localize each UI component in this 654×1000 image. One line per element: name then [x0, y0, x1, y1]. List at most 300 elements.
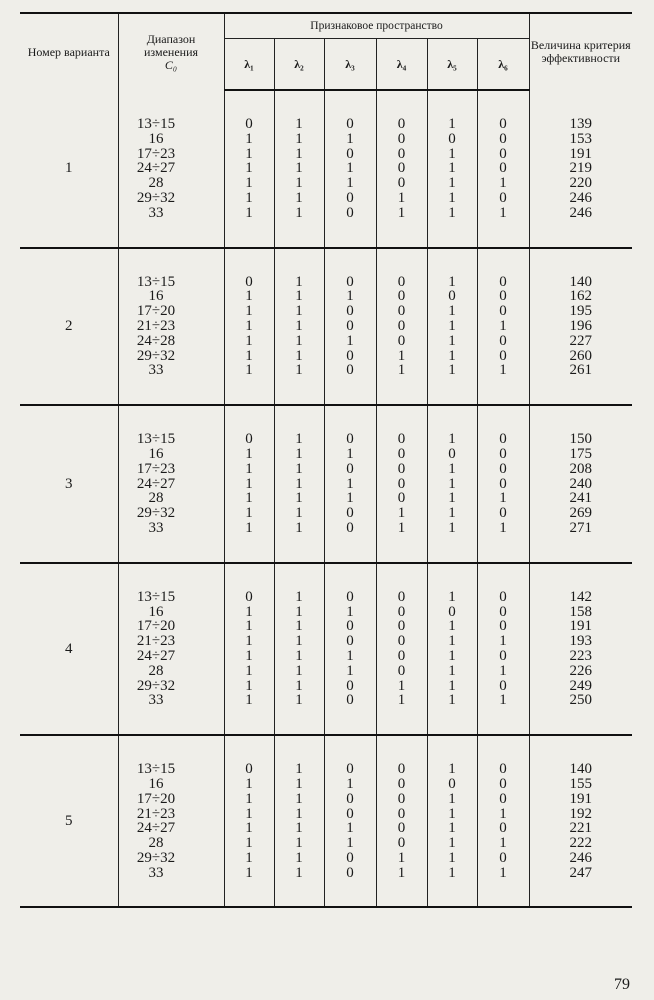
- page-number: 79: [614, 976, 630, 993]
- padding-cell: [324, 708, 376, 735]
- lambda-1-cell: 1: [224, 821, 274, 836]
- range-cell: 13÷15: [118, 762, 224, 777]
- header-criterion: Величина критерия эффективности: [530, 38, 631, 65]
- range-cell: 29÷32: [118, 851, 224, 866]
- lambda-1-cell: 1: [224, 363, 274, 378]
- range-cell: 29÷32: [118, 349, 224, 364]
- padding-cell: [376, 536, 427, 563]
- header-range: [118, 13, 224, 90]
- padding-cell: [529, 735, 632, 762]
- lambda-4-cell: 1: [376, 191, 427, 206]
- range-cell: 28: [118, 491, 224, 506]
- lambda-1-cell: 1: [224, 191, 274, 206]
- range-cell: 21÷23: [118, 634, 224, 649]
- lambda-6-cell: 1: [477, 866, 529, 881]
- lambda-5-cell: 1: [427, 491, 477, 506]
- lambda-2-cell: 1: [274, 432, 324, 447]
- padding-cell: [376, 378, 427, 405]
- header-lambda-1: λ₁: [224, 39, 274, 91]
- results-table-wrapper: [20, 12, 632, 908]
- lambda-4-cell: 0: [376, 491, 427, 506]
- lambda-3-cell: 1: [324, 477, 376, 492]
- lambda-6-cell: 1: [477, 363, 529, 378]
- lambda-3-cell: 0: [324, 506, 376, 521]
- variant-group: [20, 735, 632, 907]
- range-cell: 24÷27: [118, 477, 224, 492]
- lambda-3-cell: 1: [324, 649, 376, 664]
- lambda-6-cell: 0: [477, 821, 529, 836]
- criterion-cell: 261: [569, 362, 593, 379]
- lambda-4-cell: 0: [376, 777, 427, 792]
- lambda-5-cell: 1: [427, 506, 477, 521]
- lambda-3-cell: 1: [324, 132, 376, 147]
- lambda-1-cell: 1: [224, 132, 274, 147]
- lambda-2-cell: 1: [274, 477, 324, 492]
- criterion-cell: 153: [569, 130, 593, 147]
- lambda-2-cell: 1: [274, 176, 324, 191]
- lambda-6-cell: 0: [477, 762, 529, 777]
- lambda-1-cell: 0: [224, 590, 274, 605]
- lambda-3-cell: 0: [324, 634, 376, 649]
- lambda-4-cell: 0: [376, 161, 427, 176]
- lambda-5-cell: 1: [427, 319, 477, 334]
- padding-cell: [477, 248, 529, 275]
- lambda-2-cell: 1: [274, 363, 324, 378]
- padding-cell: [324, 563, 376, 590]
- lambda-2-cell: 1: [274, 289, 324, 304]
- lambda-6-cell: 1: [477, 521, 529, 536]
- lambda-4-cell: 1: [376, 851, 427, 866]
- padding-cell: [324, 378, 376, 405]
- criterion-cell: 150: [569, 431, 593, 448]
- padding-cell: [224, 90, 274, 117]
- lambda-3-cell: 1: [324, 176, 376, 191]
- lambda-6-cell: 1: [477, 807, 529, 822]
- lambda-5-cell: 1: [427, 432, 477, 447]
- lambda-4-cell: 0: [376, 132, 427, 147]
- padding-cell: [324, 536, 376, 563]
- lambda-4-cell: 0: [376, 649, 427, 664]
- padding-cell: [274, 405, 324, 432]
- variant-number: 4: [20, 563, 118, 735]
- lambda-3-cell: 1: [324, 777, 376, 792]
- lambda-1-cell: 1: [224, 851, 274, 866]
- criterion-cell: 139: [569, 116, 593, 132]
- lambda-2-cell: 1: [274, 777, 324, 792]
- lambda-3-cell: 0: [324, 866, 376, 881]
- padding-cell: [118, 708, 224, 735]
- lambda-4-cell: 0: [376, 821, 427, 836]
- lambda-6-cell: 0: [477, 462, 529, 477]
- lambda-1-cell: 0: [224, 762, 274, 777]
- range-cell: 17÷20: [118, 792, 224, 807]
- lambda-1-cell: 1: [224, 649, 274, 664]
- lambda-6-cell: 0: [477, 161, 529, 176]
- lambda-6-cell: 0: [477, 851, 529, 866]
- padding-cell: [477, 221, 529, 248]
- lambda-1-cell: 1: [224, 792, 274, 807]
- lambda-2-cell: 1: [274, 462, 324, 477]
- group-padding-row: [20, 248, 632, 275]
- lambda-4-cell: 0: [376, 462, 427, 477]
- lambda-1-cell: 1: [224, 447, 274, 462]
- lambda-3-cell: 0: [324, 679, 376, 694]
- lambda-1-cell: 1: [224, 679, 274, 694]
- header-feature-space: Признаковое пространство: [224, 13, 529, 39]
- lambda-5-cell: 1: [427, 334, 477, 349]
- padding-cell: [427, 708, 477, 735]
- lambda-5-cell: 1: [427, 762, 477, 777]
- criterion-cell: 226: [569, 662, 593, 679]
- criterion-cell: 241: [569, 490, 593, 507]
- padding-cell: [477, 563, 529, 590]
- lambda-6-cell: 0: [477, 447, 529, 462]
- criterion-cell: 193: [569, 633, 593, 650]
- range-cell: 24÷28: [118, 334, 224, 349]
- lambda-1-cell: 1: [224, 319, 274, 334]
- lambda-1-cell: 1: [224, 349, 274, 364]
- lambda-3-cell: 0: [324, 349, 376, 364]
- padding-cell: [224, 378, 274, 405]
- lambda-2-cell: 1: [274, 664, 324, 679]
- range-cell: 16: [118, 777, 224, 792]
- lambda-6-cell: 0: [477, 679, 529, 694]
- padding-cell: [118, 221, 224, 248]
- criterion-cell: 271: [569, 519, 593, 536]
- lambda-3-cell: 0: [324, 521, 376, 536]
- lambda-5-cell: 1: [427, 462, 477, 477]
- lambda-1-cell: 0: [224, 275, 274, 290]
- lambda-3-cell: 0: [324, 792, 376, 807]
- lambda-6-cell: 0: [477, 777, 529, 792]
- criterion-cell: 196: [569, 317, 593, 334]
- padding-cell: [427, 536, 477, 563]
- criterion-cell: 221: [569, 820, 593, 837]
- lambda-3-cell: 1: [324, 334, 376, 349]
- criterion-cell: 240: [569, 475, 593, 492]
- padding-cell: [324, 248, 376, 275]
- lambda-2-cell: 1: [274, 866, 324, 881]
- padding-cell: [224, 536, 274, 563]
- padding-cell: [324, 735, 376, 762]
- lambda-2-cell: 1: [274, 649, 324, 664]
- header-lambda-6: λ₆: [477, 39, 529, 91]
- lambda-1-cell: 1: [224, 304, 274, 319]
- padding-cell: [477, 708, 529, 735]
- variant-group: [20, 405, 632, 563]
- lambda-6-cell: 1: [477, 206, 529, 221]
- criterion-cell: 155: [569, 775, 593, 792]
- lambda-2-cell: 1: [274, 447, 324, 462]
- criterion-cell: 249: [569, 677, 593, 694]
- range-cell: 33: [118, 363, 224, 378]
- lambda-2-cell: 1: [274, 206, 324, 221]
- lambda-3-cell: 0: [324, 693, 376, 708]
- lambda-2-cell: 1: [274, 319, 324, 334]
- group-padding-row: [20, 405, 632, 432]
- range-cell: 29÷32: [118, 679, 224, 694]
- lambda-2-cell: 1: [274, 275, 324, 290]
- range-cell: 16: [118, 605, 224, 620]
- range-cell: 13÷15: [118, 590, 224, 605]
- results-table: [20, 12, 632, 908]
- lambda-5-cell: 0: [427, 132, 477, 147]
- lambda-5-cell: 1: [427, 836, 477, 851]
- padding-cell: [274, 708, 324, 735]
- criterion-cell: 246: [569, 189, 593, 206]
- lambda-3-cell: 1: [324, 289, 376, 304]
- lambda-4-cell: 0: [376, 176, 427, 191]
- lambda-5-cell: 1: [427, 634, 477, 649]
- lambda-4-cell: 0: [376, 590, 427, 605]
- lambda-5-cell: 1: [427, 619, 477, 634]
- lambda-5-cell: 1: [427, 590, 477, 605]
- padding-cell: [529, 880, 632, 907]
- padding-cell: [274, 248, 324, 275]
- padding-cell: [324, 880, 376, 907]
- lambda-5-cell: 1: [427, 807, 477, 822]
- lambda-3-cell: 1: [324, 605, 376, 620]
- lambda-2-cell: 1: [274, 807, 324, 822]
- padding-cell: [224, 880, 274, 907]
- lambda-3-cell: 0: [324, 363, 376, 378]
- padding-cell: [477, 378, 529, 405]
- lambda-6-cell: 0: [477, 649, 529, 664]
- lambda-5-cell: 1: [427, 649, 477, 664]
- lambda-5-cell: 1: [427, 792, 477, 807]
- padding-cell: [274, 735, 324, 762]
- lambda-5-cell: 1: [427, 866, 477, 881]
- criterion-cell: 192: [569, 805, 593, 822]
- lambda-6-cell: 0: [477, 349, 529, 364]
- padding-cell: [529, 405, 632, 432]
- padding-cell: [477, 536, 529, 563]
- lambda-1-cell: 1: [224, 777, 274, 792]
- lambda-5-cell: 1: [427, 851, 477, 866]
- lambda-5-cell: 1: [427, 679, 477, 694]
- lambda-4-cell: 1: [376, 866, 427, 881]
- lambda-2-cell: 1: [274, 191, 324, 206]
- padding-cell: [477, 405, 529, 432]
- range-cell: 28: [118, 664, 224, 679]
- lambda-4-cell: 1: [376, 521, 427, 536]
- header-lambda-2: λ₂: [274, 39, 324, 91]
- lambda-3-cell: 0: [324, 304, 376, 319]
- criterion-cell: 260: [569, 347, 593, 364]
- padding-cell: [274, 536, 324, 563]
- lambda-6-cell: 0: [477, 147, 529, 162]
- lambda-3-cell: 0: [324, 851, 376, 866]
- lambda-5-cell: 0: [427, 605, 477, 620]
- criterion-cell: 162: [569, 288, 593, 305]
- lambda-3-cell: 0: [324, 807, 376, 822]
- lambda-4-cell: 0: [376, 792, 427, 807]
- range-cell: 29÷32: [118, 191, 224, 206]
- lambda-1-cell: 1: [224, 521, 274, 536]
- lambda-6-cell: 0: [477, 117, 529, 132]
- criterion-cell: 191: [569, 790, 593, 807]
- padding-cell: [224, 735, 274, 762]
- padding-cell: [376, 221, 427, 248]
- padding-cell: [224, 405, 274, 432]
- padding-cell: [274, 221, 324, 248]
- header-variant: Номер варианта: [20, 13, 118, 90]
- range-cell: 21÷23: [118, 319, 224, 334]
- variant-number: 1: [20, 90, 118, 248]
- header-lambda-4: λ₄: [376, 39, 427, 91]
- padding-cell: [529, 536, 632, 563]
- padding-cell: [427, 378, 477, 405]
- lambda-4-cell: 1: [376, 679, 427, 694]
- lambda-4-cell: 0: [376, 304, 427, 319]
- lambda-6-cell: 0: [477, 132, 529, 147]
- lambda-2-cell: 1: [274, 605, 324, 620]
- padding-cell: [118, 248, 224, 275]
- lambda-5-cell: 1: [427, 275, 477, 290]
- lambda-5-cell: 1: [427, 147, 477, 162]
- variant-group: [20, 563, 632, 735]
- padding-cell: [427, 735, 477, 762]
- range-cell: 28: [118, 836, 224, 851]
- range-cell: 29÷32: [118, 506, 224, 521]
- lambda-2-cell: 1: [274, 491, 324, 506]
- lambda-1-cell: 1: [224, 477, 274, 492]
- lambda-4-cell: 0: [376, 319, 427, 334]
- lambda-1-cell: 1: [224, 605, 274, 620]
- lambda-1-cell: 1: [224, 693, 274, 708]
- lambda-1-cell: 1: [224, 807, 274, 822]
- lambda-3-cell: 1: [324, 161, 376, 176]
- lambda-3-cell: 0: [324, 147, 376, 162]
- padding-cell: [376, 735, 427, 762]
- lambda-5-cell: 0: [427, 447, 477, 462]
- padding-cell: [529, 563, 632, 590]
- lambda-3-cell: 0: [324, 275, 376, 290]
- lambda-6-cell: 1: [477, 176, 529, 191]
- padding-cell: [529, 378, 632, 405]
- lambda-5-cell: 1: [427, 191, 477, 206]
- lambda-1-cell: 1: [224, 161, 274, 176]
- lambda-3-cell: 0: [324, 191, 376, 206]
- criterion-cell: 219: [569, 160, 593, 177]
- lambda-4-cell: 0: [376, 477, 427, 492]
- lambda-4-cell: 1: [376, 506, 427, 521]
- criterion-cell: 191: [569, 145, 593, 162]
- lambda-6-cell: 0: [477, 304, 529, 319]
- lambda-5-cell: 1: [427, 821, 477, 836]
- header-lambda-3: λ₃: [324, 39, 376, 91]
- lambda-6-cell: 1: [477, 491, 529, 506]
- lambda-5-cell: 1: [427, 206, 477, 221]
- padding-cell: [427, 563, 477, 590]
- criterion-cell: 250: [569, 692, 593, 709]
- range-cell: 24÷27: [118, 649, 224, 664]
- lambda-3-cell: 1: [324, 821, 376, 836]
- criterion-cell: 247: [569, 864, 593, 881]
- lambda-3-cell: 0: [324, 206, 376, 221]
- lambda-1-cell: 0: [224, 117, 274, 132]
- lambda-4-cell: 0: [376, 634, 427, 649]
- lambda-4-cell: 0: [376, 605, 427, 620]
- range-cell: 33: [118, 866, 224, 881]
- lambda-6-cell: 0: [477, 334, 529, 349]
- lambda-1-cell: 1: [224, 462, 274, 477]
- lambda-4-cell: 0: [376, 117, 427, 132]
- range-cell: 13÷15: [118, 117, 224, 132]
- padding-cell: [427, 90, 477, 117]
- lambda-3-cell: 0: [324, 462, 376, 477]
- criterion-cell: 220: [569, 175, 593, 192]
- padding-cell: [324, 90, 376, 117]
- group-padding-row: [20, 563, 632, 590]
- lambda-6-cell: 1: [477, 319, 529, 334]
- padding-cell: [118, 735, 224, 762]
- lambda-3-cell: 1: [324, 447, 376, 462]
- padding-cell: [529, 708, 632, 735]
- padding-cell: [274, 880, 324, 907]
- range-cell: 13÷15: [118, 432, 224, 447]
- variant-group: [20, 248, 632, 406]
- padding-cell: [427, 880, 477, 907]
- range-cell: 17÷23: [118, 147, 224, 162]
- lambda-6-cell: 0: [477, 590, 529, 605]
- lambda-6-cell: 1: [477, 693, 529, 708]
- padding-cell: [224, 221, 274, 248]
- lambda-5-cell: 0: [427, 289, 477, 304]
- range-cell: 17÷23: [118, 462, 224, 477]
- lambda-1-cell: 1: [224, 147, 274, 162]
- lambda-3-cell: 0: [324, 590, 376, 605]
- padding-cell: [477, 735, 529, 762]
- lambda-2-cell: 1: [274, 762, 324, 777]
- lambda-6-cell: 0: [477, 275, 529, 290]
- padding-cell: [529, 248, 632, 275]
- range-cell: 33: [118, 521, 224, 536]
- lambda-1-cell: 1: [224, 491, 274, 506]
- lambda-6-cell: 1: [477, 634, 529, 649]
- table-header: [20, 13, 632, 90]
- lambda-2-cell: 1: [274, 132, 324, 147]
- range-cell: 16: [118, 132, 224, 147]
- padding-cell: [274, 378, 324, 405]
- padding-cell: [376, 880, 427, 907]
- lambda-2-cell: 1: [274, 334, 324, 349]
- lambda-1-cell: 1: [224, 619, 274, 634]
- lambda-6-cell: 0: [477, 506, 529, 521]
- lambda-4-cell: 0: [376, 447, 427, 462]
- padding-cell: [274, 90, 324, 117]
- padding-cell: [118, 563, 224, 590]
- padding-cell: [376, 708, 427, 735]
- range-cell: 33: [118, 206, 224, 221]
- padding-cell: [224, 708, 274, 735]
- group-padding-row: [20, 90, 632, 117]
- lambda-5-cell: 0: [427, 777, 477, 792]
- lambda-4-cell: 0: [376, 432, 427, 447]
- lambda-4-cell: 1: [376, 349, 427, 364]
- padding-cell: [118, 536, 224, 563]
- lambda-6-cell: 0: [477, 191, 529, 206]
- criterion-cell: 158: [569, 603, 593, 620]
- lambda-5-cell: 1: [427, 477, 477, 492]
- header-range-text: Диапазон изменения: [143, 31, 199, 59]
- range-cell: 24÷27: [118, 821, 224, 836]
- lambda-3-cell: 0: [324, 319, 376, 334]
- range-cell: 24÷27: [118, 161, 224, 176]
- lambda-2-cell: 1: [274, 304, 324, 319]
- lambda-3-cell: 1: [324, 836, 376, 851]
- variant-number: 2: [20, 248, 118, 406]
